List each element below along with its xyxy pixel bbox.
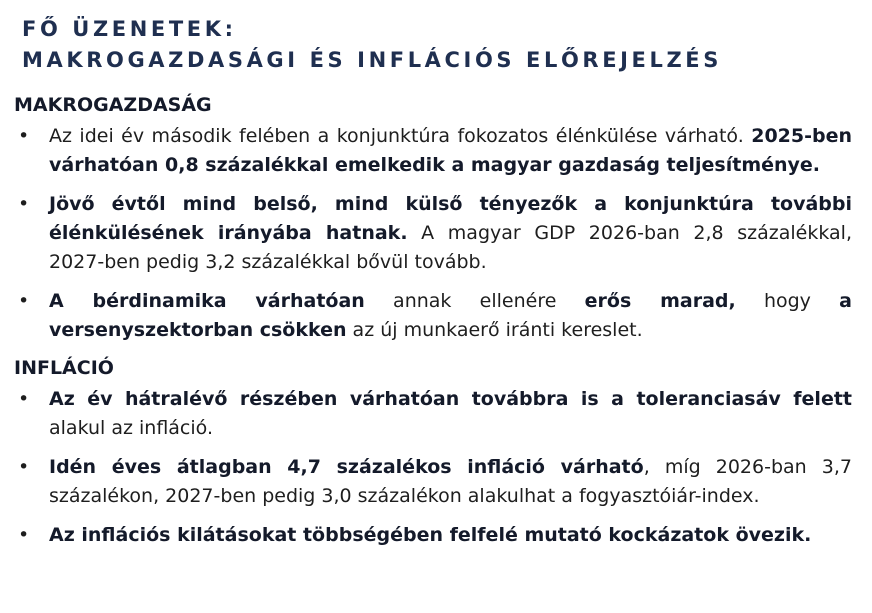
bullet-dot-icon: • <box>18 125 30 147</box>
section-heading-macro: MAKROGAZDASÁG <box>14 94 212 116</box>
slide-title <box>22 14 722 76</box>
bullet-text: alakul az infláció. <box>49 417 213 439</box>
bullet-text: Az idei év második felében a konjunktúra fokozatos élénkülése várható. <box>49 125 752 147</box>
bullet-item <box>14 122 852 180</box>
bullet-dot-icon: • <box>18 290 30 312</box>
macro-bullet-list <box>14 122 852 345</box>
bullet-item <box>14 287 852 345</box>
bullet-text-bold: a versenyszektorban csökken <box>49 290 852 341</box>
bullet-item <box>14 453 852 511</box>
bullet-dot-icon: • <box>18 456 30 478</box>
bullet-text-bold: 2025-ben várhatóan 0,8 százalékkal emelkedik a magyar gazdaság teljesítménye. <box>49 125 852 176</box>
bullet-text: , míg 2026-ban 3,7 százalékon, 2027-ben pedig 3,0 százalékon alakulhat a fogyasztóiár-index. <box>49 456 852 507</box>
bullet-dot-icon: • <box>18 388 30 410</box>
bullet-text-bold: Az inflációs kilátásokat többségében felfelé mutató kockázatok övezik. <box>49 524 812 546</box>
bullet-text: az új munkaerő iránti kereslet. <box>346 319 643 341</box>
bullet-item <box>14 385 852 443</box>
bullet-text-bold: A bérdinamika várhatóan <box>49 290 365 312</box>
inflation-bullet-list <box>14 385 852 550</box>
bullet-dot-icon: • <box>18 193 30 215</box>
bullet-item <box>14 521 852 550</box>
slide-title-line-2: MAKROGAZDASÁGI ÉS INFLÁCIÓS ELŐREJELZÉS <box>22 48 722 72</box>
slide-content <box>14 92 852 560</box>
bullet-text-bold: Jövő évtől mind belső, mind külső tényezők a konjunktúra további élénkülésének irányába hatnak. <box>49 193 852 244</box>
bullet-text-bold: Idén éves átlagban 4,7 százalékos infláció várható <box>49 456 644 478</box>
bullet-text: hogy <box>735 290 840 312</box>
bullet-text: annak ellenére <box>364 290 585 312</box>
bullet-text: A magyar GDP 2026-ban 2,8 százalékkal, 2027-ben pedig 3,2 százalékkal bővül tovább. <box>49 222 852 273</box>
bullet-item <box>14 190 852 277</box>
slide-title-line-1: FŐ ÜZENETEK: <box>22 17 237 41</box>
bullet-text-bold: erős marad, <box>584 290 736 312</box>
bullet-text-bold: Az év hátralévő részében várhatóan továbbra is a toleranciasáv felett <box>49 388 852 410</box>
section-heading-inflation: INFLÁCIÓ <box>14 357 114 379</box>
bullet-dot-icon: • <box>18 524 30 546</box>
